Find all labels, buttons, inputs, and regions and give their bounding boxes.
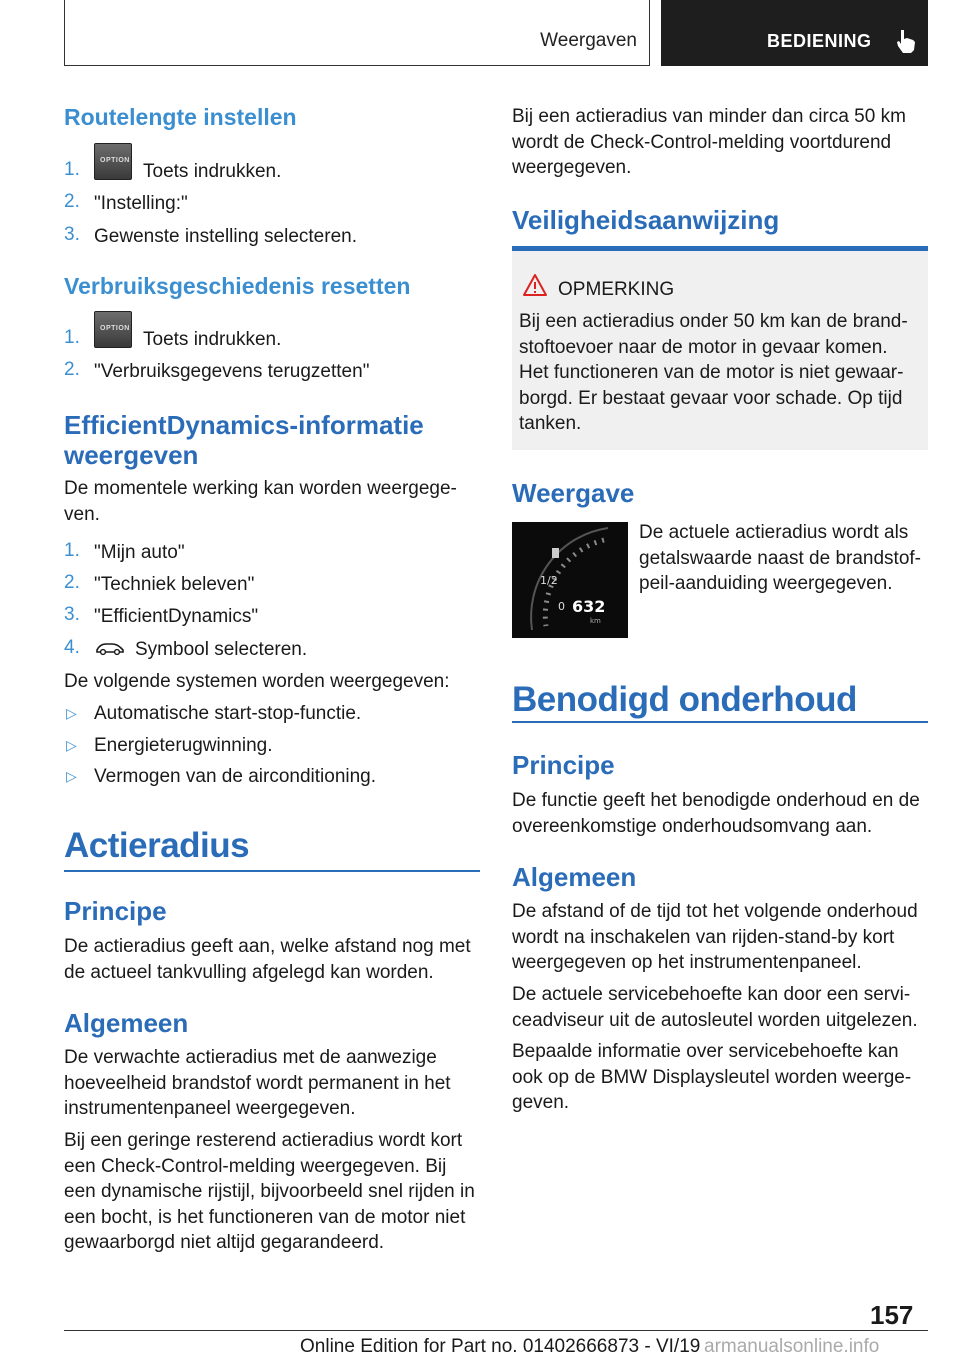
efficient-dynamics-heading: EfficientDynamics-informatie weergeven [64,410,424,470]
warning-title: OPMERKING [558,279,675,300]
heading-rule [64,870,480,872]
warning-box [512,246,928,450]
systems-intro: De volgende systemen worden weergegeven: [64,671,450,692]
gauge-half-label: 1/2 [540,574,558,587]
range-heading: Actieradius [64,826,250,865]
section-title: Weergaven [540,30,637,51]
list-item: Toets indrukken. [143,329,282,350]
list-item: Gewenste instelling selecteren. [94,226,357,247]
list-item: "Verbruiksgegevens terugzetten" [94,361,370,382]
gauge-range-value: 632 [572,597,606,616]
option-button-icon: OPTION [94,143,132,180]
range-principle-text: De actieradius geeft aan, welke afstand nog met de actueel tankvulling afgelegd kan worden. [64,936,471,983]
service-general-heading: Algemeen [512,862,637,892]
warning-triangle-icon [522,273,548,297]
list-number: 1. [64,159,80,180]
car-symbol-icon [94,638,126,658]
list-item: "Techniek beleven" [94,574,255,595]
service-general-text-1: De afstand of de tijd tot het volgende onderhoud wordt na inschakelen van rijden-stand-by kort weergegeven op het instrumentenpaneel. [512,901,918,973]
footer-rule [64,1330,928,1331]
list-number: 3. [64,224,80,245]
list-number: 2. [64,191,80,212]
list-number: 2. [64,572,80,593]
page-header [64,0,928,66]
list-number: 1. [64,327,80,348]
gauge-unit: km [590,617,601,625]
warning-text: Bij een actieradius onder 50 km kan de brand- stoftoevoer naar de motor in gevaar komen. Het functioneren van de motor is niet gewaar- borgd. Er bestaat gevaar voor schade. Op tijd tanken. [519,311,908,434]
list-item: "EfficientDynamics" [94,606,259,627]
list-item: Energieterugwinning. [94,735,273,756]
heading-rule [512,721,928,723]
list-number: 2. [64,359,80,380]
list-number: 3. [64,604,80,625]
service-principle-heading: Principe [512,750,615,780]
efficient-intro: De momentele werking kan worden weergege- ven. [64,478,457,525]
range-general-text-2: Bij een geringe resterend actieradius wordt kort een Check-Control-melding weergegeven. Bij een dynamische rijstijl, bijvoorbeeld snel rijden in een bocht, is het functioneren van de motor niet gewaarborgd niet altijd gegarandeerd. [64,1130,475,1253]
list-item: Automatische start-stop-functie. [94,703,362,724]
list-item: Vermogen van de airconditioning. [94,766,377,787]
triangle-bullet-icon: ▷ [66,768,77,784]
general-heading: Algemeen [64,1008,189,1038]
route-length-heading: Routelengte instellen [64,104,297,130]
list-number: 1. [64,540,80,561]
footer-edition: Online Edition for Part no. 01402666873 - VI/19 [300,1336,701,1357]
service-general-text-2: De actuele servicebehoefte kan door een servi- ceadviseur uit de autosleutel worden uitgelezen. [512,984,918,1031]
service-general-text-3: Bepaalde informatie over servicebehoefte kan ook op de BMW Displaysleutel worden weerge- geven. [512,1041,912,1113]
display-text: De actuele actieradius wordt als getalswaarde naast de brandstof- peil-aanduiding weergegeven. [639,522,922,594]
chapter-tab [661,0,928,66]
option-button-icon: OPTION [94,311,132,348]
page-number: 157 [870,1300,914,1330]
chapter-title: BEDIENING [767,31,872,51]
range-low-text: Bij een actieradius van minder dan circa 50 km wordt de Check-Control-melding voortdurend weergegeven. [512,106,906,178]
hand-pointer-icon [895,28,917,54]
service-heading: Benodigd onderhoud [512,680,857,719]
safety-heading: Veiligheidsaanwijzing [512,205,780,235]
consumption-reset-heading: Verbruiksgeschiedenis resetten [64,273,411,299]
service-principle-text: De functie geeft het benodigde onderhoud en de overeenkomstige onderhoudsomvang aan. [512,790,920,837]
gauge-zero-label: 0 [558,600,565,613]
triangle-bullet-icon: ▷ [66,705,77,721]
fuel-gauge-image [512,522,628,638]
list-number: 4. [64,637,80,658]
list-item: Symbool selecteren. [135,639,308,660]
display-heading: Weergave [512,478,635,508]
triangle-bullet-icon: ▷ [66,737,77,753]
list-item: Toets indrukken. [143,161,282,182]
footer-watermark: armanualsonline.info [704,1336,880,1357]
range-general-text-1: De verwachte actieradius met de aanwezige hoeveelheid brandstof wordt permanent in het instrumentenpaneel weergegeven. [64,1047,451,1119]
section-tab [64,0,650,66]
list-item: "Mijn auto" [94,542,185,563]
principle-heading: Principe [64,896,167,926]
list-item: "Instelling:" [94,193,188,214]
